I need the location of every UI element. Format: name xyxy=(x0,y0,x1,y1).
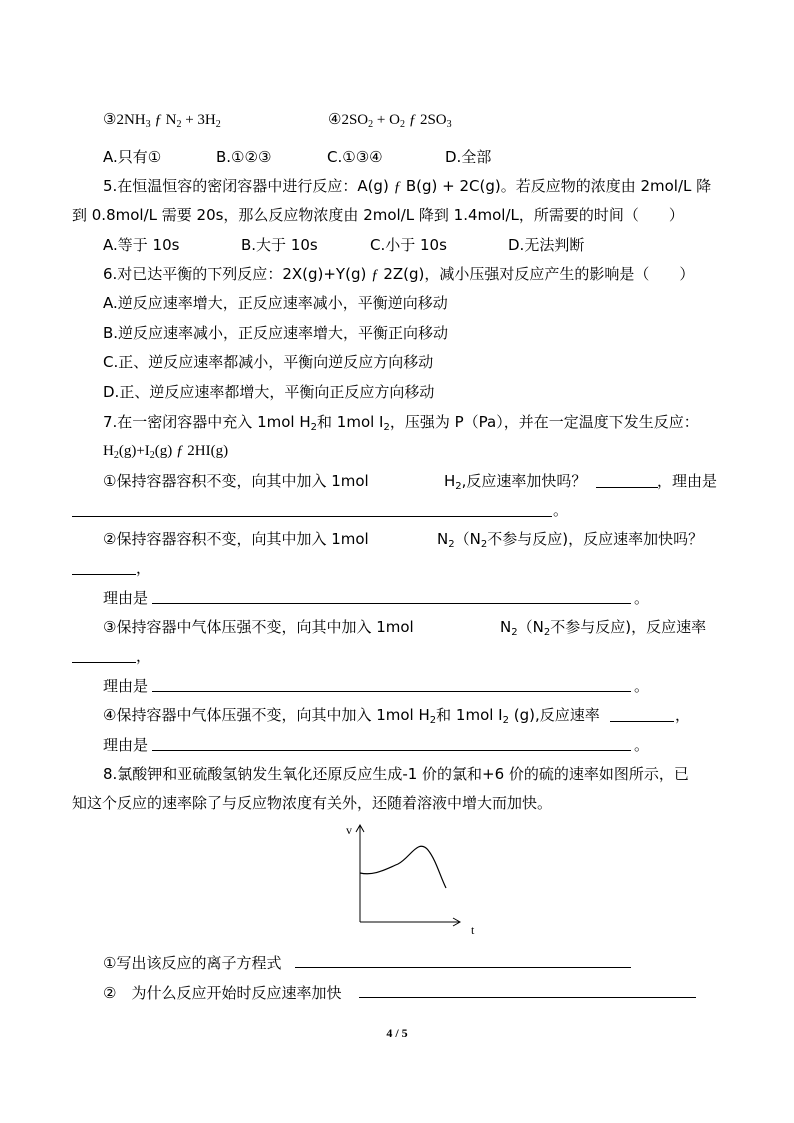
q7-part3-comma: ， xyxy=(136,647,152,665)
q5-stem-line1: 5.在恒温恒容的密闭容器中进行反应：A(g) ƒ B(g) + 2C(g)。若反应物的浓度由 2mol/L 降 xyxy=(103,177,712,195)
answer-blank-2b[interactable] xyxy=(152,603,631,604)
rate-time-graph xyxy=(340,818,480,936)
q7-part1: ①保持容器容积不变，向其中加入 1mol $H_2$,反应速率加快吗？ ，理由是 xyxy=(103,472,718,492)
page-number: 4 / 5 xyxy=(386,1026,408,1040)
answer-blank-4b[interactable] xyxy=(152,750,631,751)
choice-c: C.①③④ xyxy=(327,148,383,166)
q7-stem: 7.在一密闭容器中充入 1mol $H_2$和 1mol $I_2$，压强为 P（Pa），并在一定温度下发生反应： xyxy=(103,413,699,433)
q5-stem-line2: 到 0.8mol/L 需要 20s，那么反应物浓度由 2mol/L 降到 1.4mol/L，所需要的时间（ ） xyxy=(72,206,684,224)
answer-blank-4a[interactable] xyxy=(610,721,674,722)
option-4: $④2SO_2 + O_2$ ƒ $2SO_3$ xyxy=(328,112,452,130)
choice-a: A.只有① xyxy=(103,148,162,166)
q7-part1-end: 。 xyxy=(553,501,569,519)
q7-part3: ③保持容器中气体压强不变，向其中加入 1mol $N_2(N_2$不参与反应)，反应速率 xyxy=(103,618,707,638)
q6-stem: 6.对已达平衡的下列反应：2X(g)+Y(g) ƒ 2Z(g)，减小压强对反应产生的影响是（ ） xyxy=(103,265,695,283)
answer-blank-3b[interactable] xyxy=(152,691,631,692)
q6-choice-b: B.逆反应速率减小，正反应速率增大，平衡正向移动 xyxy=(103,324,449,342)
q6-choice-c: C.正、逆反应速率都减小，平衡向逆反应方向移动 xyxy=(103,353,434,371)
answer-blank-1a[interactable] xyxy=(596,487,658,488)
axis-label-t: t xyxy=(471,923,475,936)
choice-b: B.①②③ xyxy=(216,148,272,166)
choice-d: D.全部 xyxy=(445,148,492,166)
q8-stem-line1: 8.氯酸钾和亚硫酸氢钠发生氧化还原反应生成-1 价的氯和+6 价的硫的速率如图所示，已 xyxy=(103,765,689,783)
q8-part2: ② 为什么反应开始时反应速率加快 xyxy=(103,984,342,1002)
q5-choices: A.等于 10s B.大于 10s C.小于 10s D.无法判断 xyxy=(103,236,585,254)
answer-blank-8b[interactable] xyxy=(359,997,696,998)
q7-part4: ④保持容器中气体压强不变，向其中加入 1mol $H_2$和 1mol $I_2$ (g),反应速率 ， xyxy=(103,706,691,726)
q8-part1: ①写出该反应的离子方程式 xyxy=(103,954,282,972)
q7-part2-reason: 理由是 。 xyxy=(103,589,650,607)
axis-label-v: v xyxy=(346,823,352,837)
q7-reaction: $H_2(g)+I_2(g)$ ƒ 2HI(g) xyxy=(103,443,229,461)
rate-curve xyxy=(360,846,446,888)
q7-part4-reason: 理由是 。 xyxy=(103,736,650,754)
option-3: $③2NH_3$ ƒ $N_2 + 3H_2$ xyxy=(103,112,221,130)
q7-part2: ②保持容器容积不变，向其中加入 1mol $N_2(N_2$不参与反应)，反应速率加快吗？ xyxy=(103,530,704,550)
q7-part3-reason: 理由是 。 xyxy=(103,677,650,695)
q7-part2-comma: ， xyxy=(136,559,152,577)
q8-stem-line2: 知这个反应的速率除了与反应物浓度有关外，还随着溶液中增大而加快。 xyxy=(72,794,553,812)
q4-choices xyxy=(0,145,794,169)
q6-choice-a: A.逆反应速率增大，正反应速率减小，平衡逆向移动 xyxy=(103,294,448,312)
q6-choice-d: D.正、逆反应速率都增大，平衡向正反应方向移动 xyxy=(103,383,435,401)
options-row-3-4 xyxy=(0,108,794,132)
answer-blank-8a[interactable] xyxy=(295,967,631,968)
